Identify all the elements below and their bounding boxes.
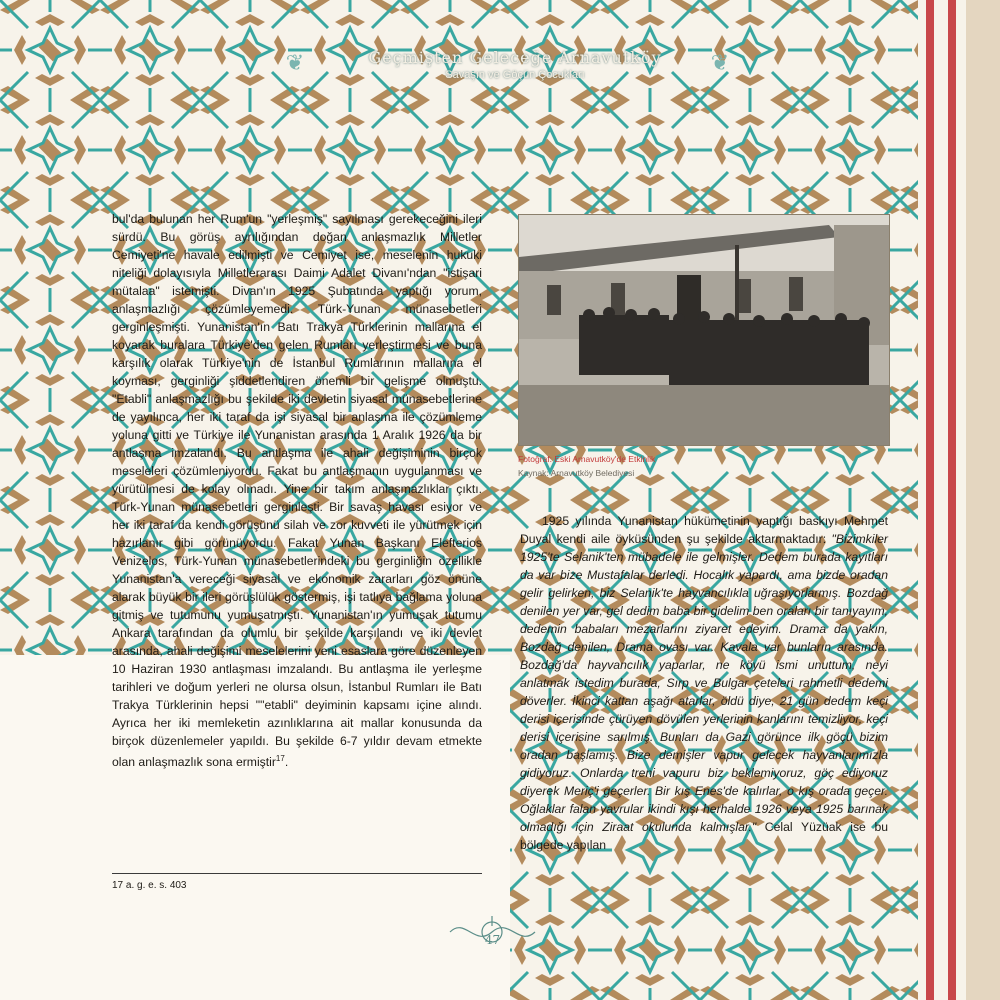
page-number: 47 — [484, 933, 501, 947]
header-title: Geçmişten Geleceğe Arnavutköy — [368, 48, 662, 67]
interview-quote: "Bizimkiler 1925'te Selanik'ten mübadele ile gelmişler. Dedem burada kayıtları da var bize Mustafalar derledi. Hocalık yapardı, ama bizde oradan gelir gelirken, biz Selanik'te hayvancılıkla uğraşıyorlarmış. Bozdağ denilen yer var, gel dedim baba bir gidelim ben oraları bir tanıyayım, dedemin babaları mezarlarını ziyaret edeyim. Drama da yakın, Bozdağ denilen, Drama ovası var. Kavala var bunların arasında. Bozdağ'da hayvancılık yaparlar, ne köyü ismi unuttum, neyi anlatmak istedim burada, Sırp ve Bulgar çeteleri rahmetli dedemi döverler. İkinci kattan aşağı atarlar, öldü diye, 21 gün dedem keçi derisi içerisinde çürüyen dövülen yerlerinin kanlarını temizliyor, keçi derisi içerisine sarılmış. Bunları da Gazi görünce ilk göçü bizim oradan başlamış. Bize demişler vapur gelecek hayvanlarımızla gidiyoruz. Onlarda treni vapuru biz beklemiyoruz, göç ediyoruz diyerek Meriç'i geçerler. Bir kış Enes'de kalırlar, o kış orada geçer. Oğlaklar falan yavrular ikindi kışı herhalde 1926 veya 1925 barınak olmadığı için Ziraat okulunda kalmışlar." — [520, 532, 888, 834]
right-text-column — [520, 512, 888, 854]
footnote-marker: 17 — [275, 754, 285, 763]
ornament-right-icon: ❦ — [710, 50, 730, 75]
left-text-column — [112, 210, 482, 771]
header-subtitle: Savaşın ve Göçün Çocukları — [445, 69, 585, 81]
running-header — [290, 48, 740, 81]
historical-photo — [518, 214, 890, 446]
left-paragraph: bul'da bulunan her Rum'un "yerleşmiş" sayılması gerekeceğini ileri sürdü. Bu görüş ayrılığından doğan anlaşmazlık Milletler Cemiyeti'ne havale edilmişti ve Cemiyet ise, meselenin hukuki niteliği dolayısıyla Milletlerarası Daimi Adalet Divanı'ndan "istişari mütalaa" istemişti. Divan'ın 1925 Şubatında yaptığı yorum, anlaşmazlığı çözümleyemedi. Türk-Yunan münasebetleri gerginleşmişti. Yunanistan'ın Batı Trakya Türklerinin mallarına el koyarak buralara Türkiye'den gelen Rumları yerleştirmesi ve buna karşılık olarak Türkiye'nin de İstanbul Rumlarının mallarına el koyması, gerginliği şiddetlendiren önemli bir gelişme olmuştu. "Etabli" anlaşmazlığı bu şekilde iki devletin siyasal münasebetlerine de yayılınca, her iki taraf da işi siyasal bir anlaşma ile çözümleme yoluna gitti ve Türkiye ile Yunanistan arasında 1 Aralık 1926 da bir antlaşma imzalandı. Bu antlaşma ile ahali değişiminin birçok meseleleri çözümleniyordu. Fakat bu antlaşmanın uygulanması ve yürütülmesi de kolay olmadı. Yine bir takım anlaşmazlıklar çıktı. Türk-Yunan münasebetleri gerginleşti. Bir savaş havası esiyor ve her iki taraf da kendi görüşünü silah ve zor kuvveti ile yürütmek için hazırlanır gibi görünüyordu. Fakat Yunan Başkanı Elefterios Venizelos, Türk-Yunan münasebetlerindeki bu gerginliğin özellikle Yunanistan'a vereceği siyasal ve ekonomik zararları göz önüne alarak büyük bir ileri görüşlülük göstermiş, işi tatlıya bağlama yoluna gitmiş ve tutumunu yumuşatmıştı. Yunanistan'ın yumuşak tutumu Ankara tarafından da olumlu bir şekilde karşılandı ve iki devlet arasında, ahali değişimi meselelerini yeni esaslara göre düzenleyen 10 Haziran 1930 antlaşması imzalandı. Bu antlaşma ile yerleşme tarihleri ve doğum yerleri ne olursa olsun, İstanbul Rumları ile Batı Trakya Türklerinin hepsi ""etabli" deyiminin kapsamı içine alındı. Ayrıca her iki memleketin azınlıklarına ait mallar konusunda da birçok düzenlemeler yapıldı. Bu şekilde 6-7 yıldır devam etmekte olan anlaşmazlık sona ermiştir$^{17}$. — [112, 212, 482, 770]
footnote-divider — [112, 873, 482, 874]
ornament-left-icon: ❦ — [285, 50, 305, 75]
footnote: 17 a. g. e. s. 403 — [112, 880, 187, 891]
photo-caption — [518, 452, 888, 480]
right-paragraph: 1925 yılında Yunanistan hükümetinin yaptığı baskıyı Mehmet Duyal kendi aile öyküsünden şu şekilde aktarmaktadır: "Bizimkiler 1925'te Selanik'ten mübadele ile gelmişler. Dedem burada kayıtları da var bize Mustafalar derledi. Hocalık yapardı, ama bizde oradan gelir gelirken, biz Selanik'te hayvancılıkla uğraşıyorlarmış. Bozdağ denilen yer var, gel dedim baba bir gidelim ben oraları bir tanıyayım, dedemin babaları mezarlarını ziyaret edeyim. Drama da yakın, Bozdağ denilen, Drama ovası var. Kavala var bunların arasında. Bozdağ'da hayvancılık yaparlar, ne köyü ismi unuttum, neyi anlatmak istedim burada, Sırp ve Bulgar çeteleri rahmetli dedemi döverler. İkinci kattan aşağı atarlar, öldü diye, 21 gün dedem keçi derisi içerisinde çürüyen dövülen yerlerinin kanlarını temizliyor, keçi derisi içerisine sarılmış. Bunları da Gazi görünce ilk göçü bizim oradan başlamış. Bize demişler vapur gelecek hayvanlarımızla gidiyoruz. Onlarda treni vapuru biz beklemiyoruz, göç ediyoruz diyerek Meriç'i geçerler. Bir kış Enes'de kalırlar, o kış orada geçer. Oğlaklar falan yavrular ikindi kışı herhalde 1926 veya 1925 barınak olmadığı için Ziraat okulunda kalmışlar." Celal Yüzüak ise bu bölgede yapılan — [520, 514, 889, 852]
decorative-side-bars — [918, 0, 1000, 1000]
caption-source: Kaynak: Arnavutköy Belediyesi — [518, 468, 635, 478]
page-number-ornament — [445, 912, 540, 952]
caption-title: Fotoğraf: Eski Arnavutköy'de Etkinlik — [518, 454, 656, 464]
